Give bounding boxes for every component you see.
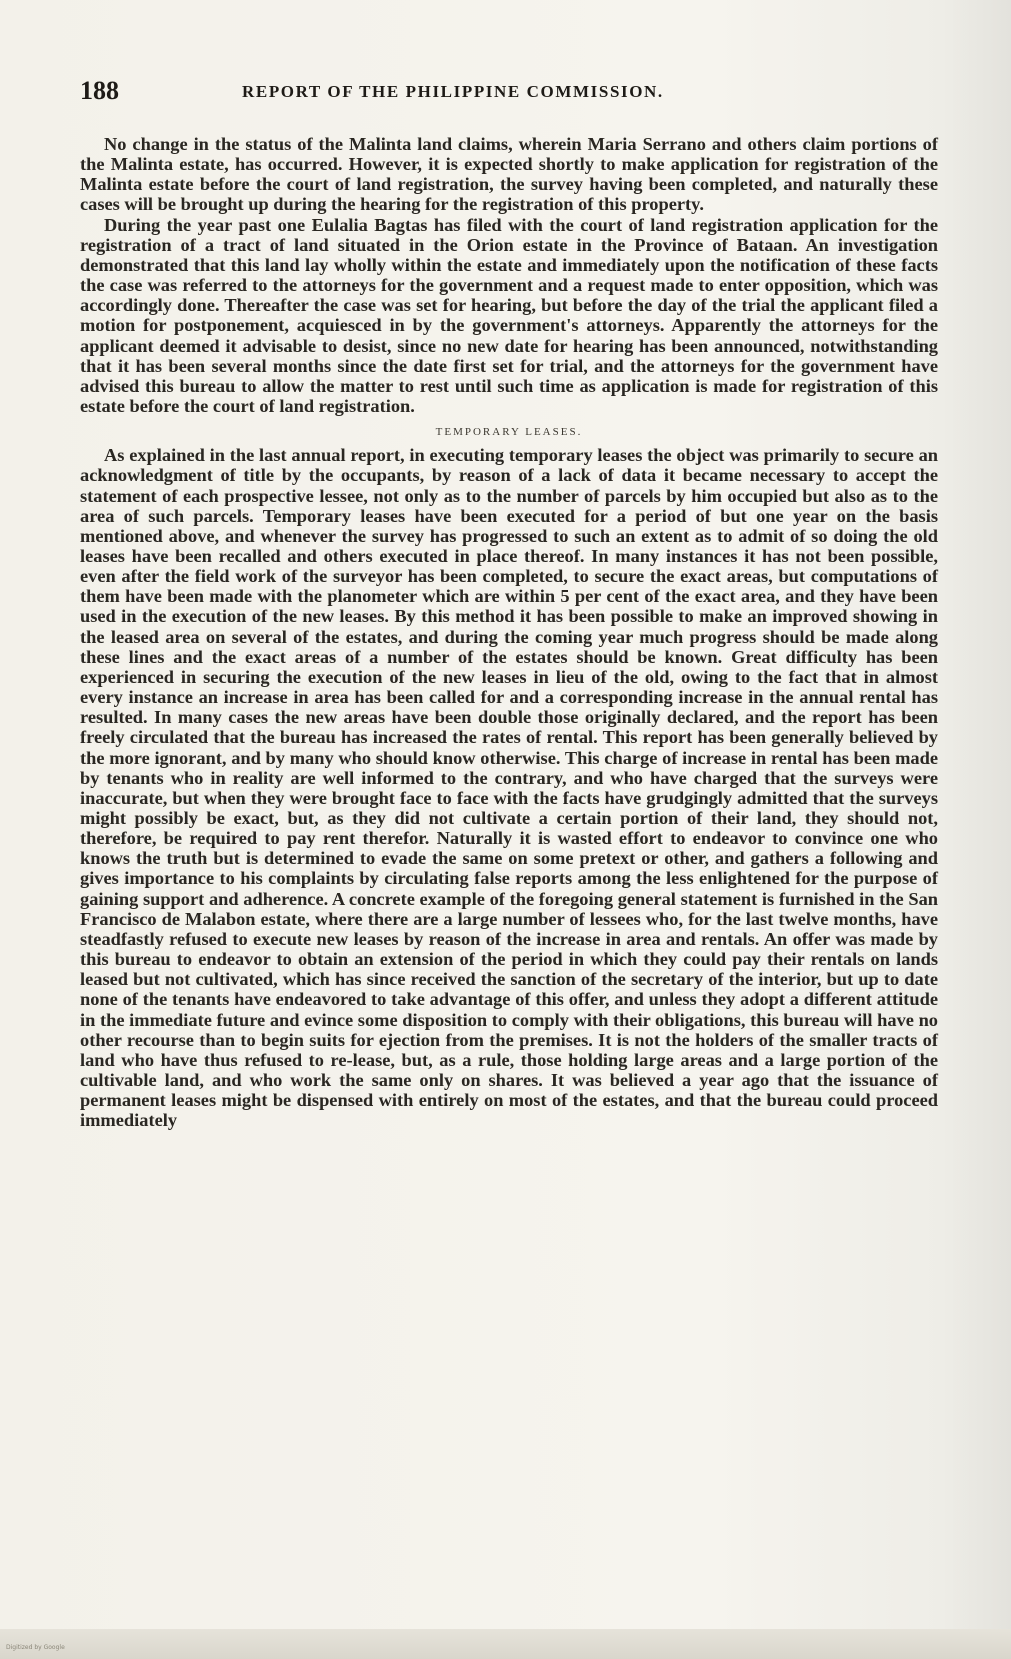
page-header	[80, 76, 940, 106]
section-heading-temporary-leases: TEMPORARY LEASES.	[435, 426, 583, 439]
paragraph-temporary-leases: As explained in the last annual report, in executing temporary leases the object was primarily to secure an acknowledgment of title by the occupants, by reason of a lack of data it became necessary to accept the statement of each prospective lessee, not only as to the number of parcels by him occupied but also as to the area of such parcels. Temporary leases have been executed for a period of but one year on the basis mentioned above, and whenever the survey has progressed to such an extent as to admit of so doing the old leases have been recalled and others executed in place thereof. In many instances it has not been possible, even after the field work of the surveyor has been completed, to secure the exact areas, but computations of them have been made with the planometer which are within 5 per cent of the exact area, and they have been used in the execution of the new leases. By this method it has been possible to make an improved showing in the leased area on several of the estates, and during the coming year much progress should be made along these lines and the exact areas of a number of the estates should be known. Great difficulty has been experienced in securing the execution of the new leases in lieu of the old, owing to the fact that in almost every instance an increase in area has been called for and a corresponding increase in the annual rental has resulted. In many cases the new areas have been double those originally declared, and the report has been freely circulated that the bureau has increased the rates of rental. This report has been generally believed by the more ignorant, and by many who should know otherwise. This charge of increase in rental has been made by tenants who in reality are well informed to the contrary, and who have charged that the surveys were inaccurate, but when they were brought face to face with the facts have grudgingly admitted that the surveys might possibly be exact, but, as they did not cultivate a certain portion of their land, they should not, therefore, be required to pay rent therefor. Naturally it is wasted effort to endeavor to convince one who knows the truth but is determined to evade the same on some pretext or other, and gathers a following and gives importance to his complaints by circulating false reports among the less enlightened for the purpose of gaining support and adherence. A concrete example of the foregoing general statement is furnished in the San Francisco de Malabon estate, where there are a large number of lessees who, for the last twelve months, have steadfastly refused to execute new leases by reason of the increase in area and rentals. An offer was made by this bureau to endeavor to obtain an extension of the period in which they could pay their rentals on lands leased but not cultivated, which has since received the sanction of the secretary of the interior, but up to date none of the tenants have endeavored to take advantage of this offer, and unless they adopt a different attitude in the immediate future and evince some disposition to comply with their obligations, this bureau will have no other recourse than to begin suits for ejection from the premises. It is not the holders of the smaller tracts of land who have thus refused to re-lease, but, as a rule, those holding large areas and a large portion of the cultivable land, and who work the same only on shares. It was believed a year ago that the issuance of permanent leases might be dispensed with entirely on most of the estates, and that the bureau could proceed immediately	[80, 445, 938, 1131]
page-edge-shadow	[941, 0, 1011, 1659]
running-head: REPORT OF THE PHILIPPINE COMMISSION.	[242, 82, 664, 101]
scan-bottom-strip	[0, 1629, 1011, 1659]
page-number: 188	[80, 76, 119, 105]
page-body	[80, 134, 938, 1131]
paragraph-orion-estate: During the year past one Eulalia Bagtas has filed with the court of land registration application for the registration of a tract of land situated in the Orion estate in the Province of Bataan. An investigation demonstrated that this land lay wholly within the estate and immediately upon the notification of these facts the case was referred to the attorneys for the government and a request made to enter opposition, which was accordingly done. Thereafter the case was set for hearing, but before the day of the trial the applicant filed a motion for postponement, acquiesced in by the government's attorneys. Apparently the attorneys for the applicant deemed it advisable to desist, since no new date for hearing has been announced, notwithstanding that it has been several months since the date first set for trial, and the attorneys for the government have advised this bureau to allow the matter to rest until such time as application is made for registration of this estate before the court of land registration.	[80, 214, 938, 417]
paragraph-malinta-claims: No change in the status of the Malinta land claims, wherein Maria Serrano and others claim portions of the Malinta estate, has occurred. However, it is expected shortly to make application for registration of the Malinta estate before the court of land registration, the survey having been completed, and naturally these cases will be brought up during the hearing for the registration of this property.	[80, 134, 938, 215]
scan-credit: Digitized by Google	[6, 1644, 65, 1651]
